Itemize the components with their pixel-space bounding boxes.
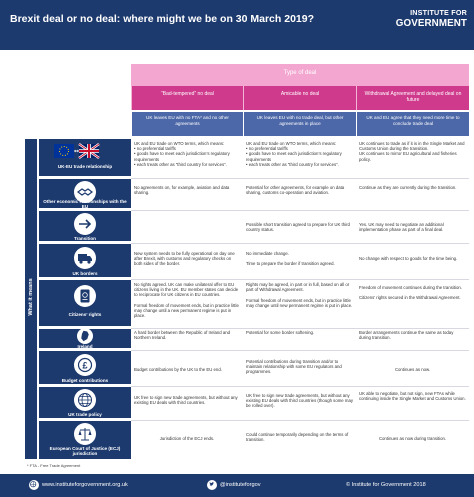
row-head-other-relationships: [39, 179, 131, 210]
column-head-amicable: [243, 86, 356, 110]
footnote: * FTA - Free Trade Agreement: [27, 463, 81, 468]
row-divider: [131, 243, 469, 244]
row-divider: [131, 350, 469, 351]
column-subhead-amicable: [243, 112, 356, 136]
row-head-trade-relationship: [39, 139, 131, 178]
cell-transition-withdrawal: Yes. UK may need to negotiate an additional implementation phase as part of a final deal.: [359, 222, 444, 233]
cell-borders-withdrawal: No change with respect to goods for the time being.: [359, 256, 458, 261]
cell-policy-amicable: UK free to sign new trade agreements, but without any existing EU deals with third countries (though some may be rolled over).: [246, 393, 353, 409]
type-of-deal-band: [131, 64, 469, 86]
cell-citizens-bad-tempered: No rights agreed. UK can make unilateral offer to EU citizens living in the UK. EU member states can decide to reciprocate for UK citizens in EU countries. Formal freedom of movement ends, but in practice little may change until a new permanent regime is put in place.: [134, 282, 239, 319]
cell-budget-bad-tempered: Budget contributions by the UK to the EU end.: [134, 367, 222, 372]
row-head-transition: [39, 211, 131, 243]
institute-logo: [382, 5, 467, 41]
cell-ecj-bad-tempered: Jurisdiction of the ECJ ends.: [159, 436, 215, 441]
website-link[interactable]: www.instituteforgovernment.org.uk: [42, 482, 128, 488]
row-head-budget: [39, 351, 131, 386]
twitter-icon: [207, 480, 217, 490]
row-divider: [131, 210, 469, 211]
logo-line-2: GOVERNMENT: [395, 18, 467, 29]
cell-borders-amicable: No immediate change. Time to prepare the border if transition agreed.: [246, 251, 335, 267]
row-divider: [131, 279, 469, 280]
cell-citizens-withdrawal: Freedom of movement continues during the transition. Citizens’ rights secured in the Withdrawal Agreement.: [359, 285, 462, 301]
row-label: Other economic relationships with the EU: [43, 199, 127, 210]
column-head-bad-tempered: [131, 86, 243, 110]
row-label: Citizens’ rights: [68, 312, 102, 317]
row-divider: [131, 386, 469, 387]
column-head-text: Withdrawal Agreement and delayed deal on future: [364, 91, 462, 103]
cell-trade-bad-tempered: UK and EU trade on WTO terms, which means: • no preferential tariffs • goods have to meet each jurisdiction’s regulatory requirements • each treats other as “third country for services”.: [134, 141, 230, 167]
cell-ireland-withdrawal: Border arrangements continue the same as today during transition.: [359, 330, 454, 341]
twitter-handle[interactable]: @instituteforgov: [220, 482, 261, 488]
column-subhead-text: UK and EU agree that they need more time to conclude trade deal: [366, 115, 460, 126]
column-subhead-text: UK leaves EU with no trade deal, but other agreements in place: [256, 115, 344, 126]
cell-ecj-withdrawal: Continues as now during transition.: [378, 436, 447, 441]
cell-ireland-bad-tempered: A hard border between the Republic of Ireland and Northern Ireland.: [134, 330, 231, 341]
cell-ireland-amicable: Potential for some border softening.: [246, 330, 315, 335]
row-head-ecj: [39, 421, 131, 459]
row-label: UK borders: [72, 271, 98, 276]
cell-policy-bad-tempered: UK free to sign new trade agreements, but without any existing EU deals with third countries.: [134, 395, 238, 406]
row-head-uk-borders: [39, 244, 131, 279]
transition-arrow-icon: [74, 213, 96, 235]
row-divider: [131, 420, 469, 421]
side-label-text: What it means: [28, 278, 34, 316]
cell-trade-amicable: UK and EU trade on WTO terms, which means: • no preferential tariffs • goods have to meet each jurisdiction’s regulatory requirements • each treats other as “third country for services”.: [246, 141, 342, 167]
row-label: European Court of Justice (ECJ) jurisdiction: [49, 446, 121, 457]
cell-citizens-amicable: Rights may be agreed, in part or in full, based on all or part of Withdrawal Agreement. Formal freedom of movement ends, but in practice little may change until new permanent regime is put in place.: [246, 282, 353, 308]
row-divider: [131, 178, 469, 179]
row-label: Budget contributions: [61, 378, 109, 383]
row-head-citizens-rights: [39, 280, 131, 328]
logo-line-1: INSTITUTE FOR: [410, 8, 467, 17]
globe-icon: [74, 389, 96, 411]
copyright: © Institute for Government 2018: [346, 482, 426, 488]
cell-trade-withdrawal: UK continues to trade as if it is in the Single Market and Customs Union during the transition. UK continues to mirror EU agricultural and fisheries policy.: [359, 141, 465, 162]
cell-policy-withdrawal: UK able to negotiate, but not sign, new FTAs while continuing inside the Single Market and Customs Union.: [359, 391, 466, 402]
truck-icon: [74, 247, 96, 269]
svg-text:£: £: [82, 360, 88, 371]
row-label: UK trade policy: [68, 412, 102, 417]
globe-icon: [29, 480, 39, 490]
column-subhead-text: UK leaves EU with no FTA* and no other agreements: [146, 115, 229, 126]
what-it-means-label: [25, 139, 37, 459]
cell-borders-bad-tempered: New system needs to be fully operational on day one after Brexit, with customs and regulatory checks on both sides of the border.: [134, 251, 235, 267]
passport-icon: [74, 285, 96, 307]
cell-other-withdrawal: Continue as they are currently during the transition.: [359, 185, 457, 190]
cell-other-amicable: Potential for other agreements, for example on data sharing, customs co-operation and aviation.: [246, 185, 345, 196]
header-banner: [0, 0, 474, 50]
row-head-ireland: [39, 329, 131, 350]
column-head-text: Amicable no deal: [280, 91, 320, 97]
type-of-deal-label: Type of deal: [283, 70, 317, 76]
page-title: Brexit deal or no deal: where might we be on 30 March 2019?: [10, 13, 315, 25]
cell-ecj-amicable: Could continue temporarily depending on the terms of transition.: [246, 432, 349, 443]
cell-budget-amicable: Potential contributions during transition and/or to maintain relationship with some EU regulators and programmes.: [246, 359, 342, 375]
footer: [0, 474, 474, 497]
cell-transition-amicable: Possible short transition agreed to prepare for UK third country status.: [246, 222, 350, 233]
uk-eu-flags-icon: [53, 142, 101, 160]
scales-icon: [74, 423, 96, 445]
column-head-text: “Bad-tempered” no deal: [161, 91, 214, 97]
row-label: Ireland: [77, 344, 93, 349]
row-label: Transition: [74, 236, 96, 241]
row-divider: [131, 328, 469, 329]
cell-budget-withdrawal: Continues as now.: [394, 367, 431, 372]
pound-coin-icon: [74, 354, 96, 376]
column-subhead-bad-tempered: [131, 112, 243, 136]
row-head-trade-policy: [39, 387, 131, 420]
ireland-map-icon: [77, 328, 93, 344]
row-label: UK-EU trade relationship: [57, 164, 113, 169]
cell-other-bad-tempered: No agreements on, for example, aviation and data sharing.: [134, 185, 230, 196]
column-head-withdrawal: [356, 86, 469, 110]
column-subhead-withdrawal: [356, 112, 469, 136]
